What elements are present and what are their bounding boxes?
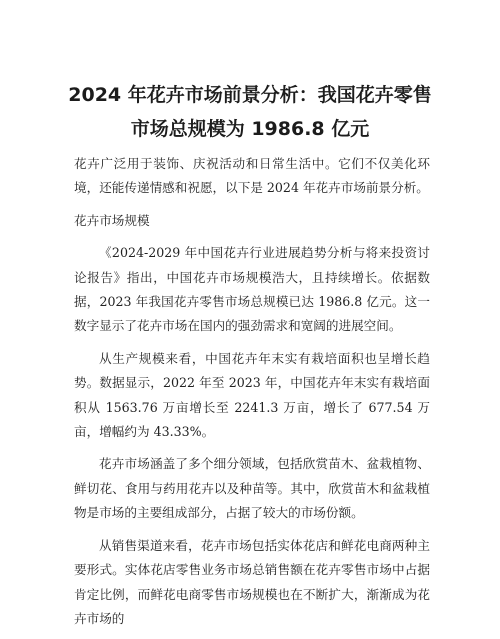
article-body xyxy=(74,152,430,639)
paragraph-report: 《2024-2029 年中国花卉行业进展趋势分析与将来投资讨论报告》指出，中国花卉市场规模浩大，且持续增长。依据数据，2023 年我国花卉零售市场总规模已达 1986.8 亿元。这一数字显示了花卉市场在国内的强劲需求和宽阔的进展空间。 xyxy=(74,245,430,334)
paragraph-segments: 花卉市场涵盖了多个细分领域，包括欣赏苗木、盆栽植物、鲜切花、食用与药用花卉以及种苗等。其中，欣赏苗木和盆栽植物是市场的主要组成部分，占据了较大的市场份额。 xyxy=(74,456,430,521)
intro-paragraph: 花卉广泛用于装饰、庆祝活动和日常生活中。它们不仅美化环境，还能传递情感和祝愿，以下是 2024 年花卉市场前景分析。 xyxy=(74,156,430,196)
paragraph-channels: 从销售渠道来看，花卉市场包括实体花店和鲜花电商两种主要形式。实体花店零售业务市场总销售额在花卉零售市场中占据肯定比例，而鲜花电商零售市场规模也在不断扩大，渐渐成为花卉市场的 xyxy=(74,537,430,626)
title-line-2: 市场总规模为 1986.8 亿元 xyxy=(130,118,370,140)
section-heading: 花卉市场规模 xyxy=(74,212,150,228)
article-title xyxy=(40,78,460,146)
title-line-1: 2024 年花卉市场前景分析：我国花卉零售 xyxy=(68,84,432,106)
paragraph-production: 从生产规模来看，中国花卉年末实有栽培面积也呈增长趋势。数据显示，2022 年至 2023 年，中国花卉年末实有栽培面积从 1563.76 万亩增长至 2241.3 万亩，增长了 677.54 万亩，增幅约为 43.33%。 xyxy=(74,350,430,440)
